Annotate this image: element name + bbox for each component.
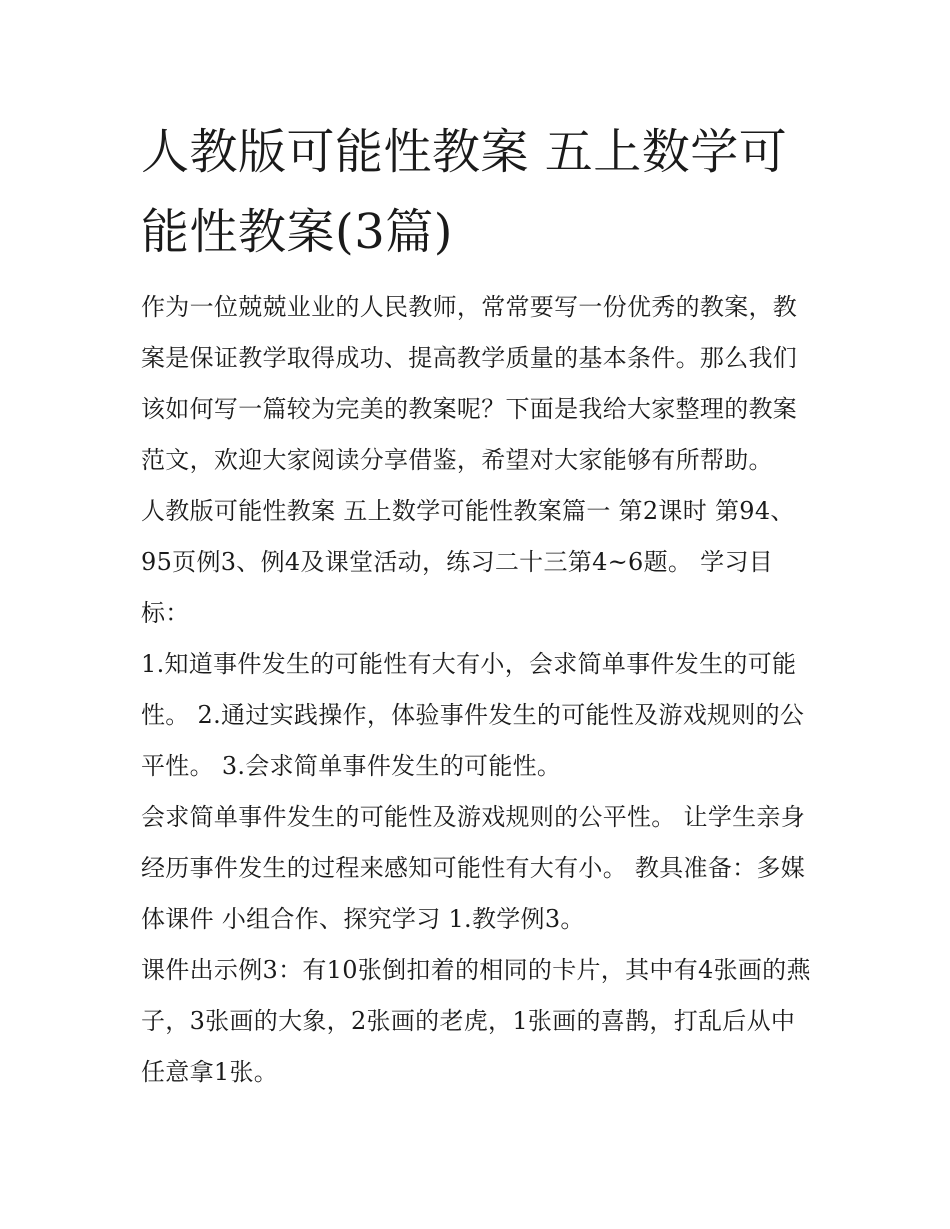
paragraph-lesson-header: 人教版可能性教案 五上数学可能性教案篇一 第2课时 第94、95页例3、例4及课堂活动，练习二十三第4~6题。 学习目标：	[141, 497, 795, 627]
paragraph-objectives: 1.知道事件发生的可能性有大有小，会求简单事件发生的可能性。 2.通过实践操作，体验事件发生的可能性及游戏规则的公平性。 3.会求简单事件发生的可能性。	[141, 650, 805, 780]
paragraph-key-points: 会求简单事件发生的可能性及游戏规则的公平性。 让学生亲身经历事件发生的过程来感知可能性有大有小。 教具准备：多媒体课件 小组合作、探究学习 1.教学例3。	[141, 803, 806, 933]
document-page	[141, 112, 813, 1098]
paragraph-intro: 作为一位兢兢业业的人民教师，常常要写一份优秀的教案，教案是保证教学取得成功、提高教学质量的基本条件。那么我们该如何写一篇较为完美的教案呢？下面是我给大家整理的教案范文，欢迎大家阅读分享借鉴，希望对大家能够有所帮助。	[141, 293, 798, 474]
paragraph-example-3: 课件出示例3：有10张倒扣着的相同的卡片，其中有4张画的燕子，3张画的大象，2张画的老虎，1张画的喜鹊，打乱后从中任意拿1张。	[141, 956, 811, 1086]
document-title: 人教版可能性教案 五上数学可能性教案(3篇)	[141, 124, 788, 260]
